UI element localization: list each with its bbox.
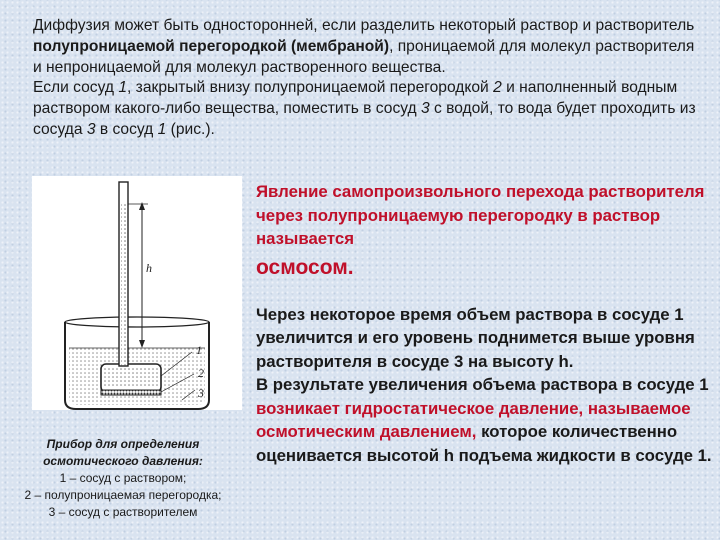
label-3: 3 xyxy=(198,386,204,400)
label-h: h xyxy=(146,261,152,275)
caption-item-3: 3 – сосуд с растворителем xyxy=(48,505,198,519)
right-column xyxy=(256,180,716,467)
label-1: 1 xyxy=(196,343,202,357)
vessel-1-solution xyxy=(103,366,159,388)
membrane-term: полупроницаемой перегородкой (мембраной) xyxy=(33,37,390,55)
osmosis-definition: Явление самопроизвольного перехода растворителя через полупроницаемую перегородку в раствор называется xyxy=(256,182,705,248)
osmotic-pressure-explanation: Через некоторое время объем раствора в сосуде 1 увеличится и его уровень поднимется выше уровня растворителя в сосуде 3 на высоту h. В результате увеличения объема раствора в сосуде 1 возникает гидростатическое давление, называемое осмотическим давлением, которое количественно оценивается высотой h подъема жидкости в сосуде 1. xyxy=(256,304,712,465)
caption-title-2: осмотического давления: xyxy=(43,454,203,468)
label-2: 2 xyxy=(198,366,204,380)
caption-item-2: 2 – полупроницаемая перегородка; xyxy=(24,488,222,502)
intro-paragraph-1: Диффузия может быть односторонней, если разделить некоторый раствор и растворитель полупроницаемой перегородкой (мембраной), проницаемой для молекул растворителя и непроницаемой для молекул растворенного вещества. xyxy=(33,17,695,76)
osmometer-figure xyxy=(32,176,242,410)
membrane-2 xyxy=(101,390,161,395)
capillary-solution xyxy=(121,204,126,366)
intro-paragraph-2: Если сосуд 1, закрытый внизу полупроницаемой перегородкой 2 и наполненный водным раствором какого-либо вещества, поместить в сосуд 3 с водой, то вода будет проходить из сосуда 3 в сосуд 1 (рис.). xyxy=(33,79,696,138)
osmosis-term: осмосом. xyxy=(256,255,354,279)
osmometer-drawing xyxy=(32,176,242,410)
explanation-sentence-1: Через некоторое время объем раствора в сосуде 1 увеличится и его уровень поднимется выше уровня растворителя в сосуде 3 на высоту h. xyxy=(256,304,695,371)
figure-caption xyxy=(0,436,246,521)
osmotic-pressure-term: возникает гидростатическое давление, называемое осмотическим давлением, xyxy=(256,398,691,441)
caption-title-1: Прибор для определения xyxy=(46,437,200,451)
intro-text xyxy=(33,16,703,141)
caption-item-1: 1 – сосуд с раствором; xyxy=(59,471,187,485)
